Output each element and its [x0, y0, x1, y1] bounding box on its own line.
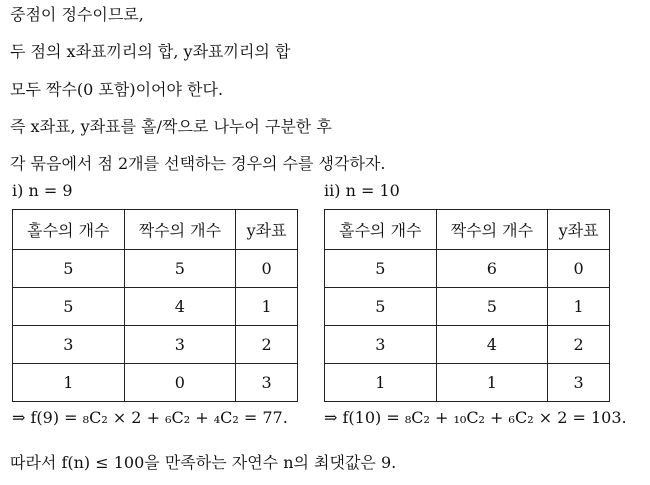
case-2-label: ii) n = 10 [324, 181, 400, 200]
table-cell: 5 [13, 250, 125, 288]
intro-line-5: 각 묶음에서 점 2개를 선택하는 경우의 수를 생각하자. [10, 154, 386, 173]
table-cell: 2 [548, 326, 610, 364]
intro-line-4: 즉 x좌표, y좌표를 홀/짝으로 나누어 구분한 후 [10, 117, 332, 136]
table-cell: 2 [236, 326, 298, 364]
table-header-row [13, 210, 298, 250]
header-y-coordinate: y좌표 [548, 210, 610, 250]
case-2-table [324, 209, 610, 402]
table-cell: 0 [236, 250, 298, 288]
table-cell: 3 [325, 326, 437, 364]
table-cell: 5 [124, 250, 236, 288]
case-1-label: i) n = 9 [12, 181, 73, 200]
table-cell: 0 [124, 364, 236, 402]
table-cell: 4 [124, 288, 236, 326]
table-cell: 6 [436, 250, 548, 288]
table-cell: 0 [548, 250, 610, 288]
table-cell: 4 [436, 326, 548, 364]
intro-line-3: 모두 짝수(0 포함)이어야 한다. [10, 80, 224, 99]
intro-line-1: 중점이 정수이므로, [10, 5, 144, 24]
table-row [325, 250, 610, 288]
table-cell: 1 [436, 364, 548, 402]
case-2-formula: ⇒ f(10) = ₈C₂ + ₁₀C₂ + ₆C₂ × 2 = 103. [324, 408, 627, 427]
table-cell: 5 [325, 250, 437, 288]
table-cell: 5 [325, 288, 437, 326]
table-row [325, 364, 610, 402]
header-odd-count: 홀수의 개수 [13, 210, 125, 250]
table-cell: 5 [436, 288, 548, 326]
table-row [13, 364, 298, 402]
conclusion: 따라서 f(n) ≤ 100을 만족하는 자연수 n의 최댓값은 9. [10, 453, 397, 472]
table-row [13, 288, 298, 326]
table-cell: 3 [124, 326, 236, 364]
table-row [325, 326, 610, 364]
header-even-count: 짝수의 개수 [124, 210, 236, 250]
table-cell: 3 [13, 326, 125, 364]
table-cell: 1 [325, 364, 437, 402]
case-1-formula: ⇒ f(9) = ₈C₂ × 2 + ₆C₂ + ₄C₂ = 77. [12, 408, 288, 427]
table-row [325, 288, 610, 326]
table-cell: 1 [548, 288, 610, 326]
table-cell: 5 [13, 288, 125, 326]
header-even-count: 짝수의 개수 [436, 210, 548, 250]
table-cell: 1 [236, 288, 298, 326]
table-cell: 3 [236, 364, 298, 402]
intro-line-2: 두 점의 x좌표끼리의 합, y좌표끼리의 합 [10, 42, 291, 61]
case-1-table [12, 209, 298, 402]
table-cell: 1 [13, 364, 125, 402]
table-row [13, 326, 298, 364]
table-row [13, 250, 298, 288]
header-odd-count: 홀수의 개수 [325, 210, 437, 250]
table-cell: 3 [548, 364, 610, 402]
table-header-row [325, 210, 610, 250]
header-y-coordinate: y좌표 [236, 210, 298, 250]
